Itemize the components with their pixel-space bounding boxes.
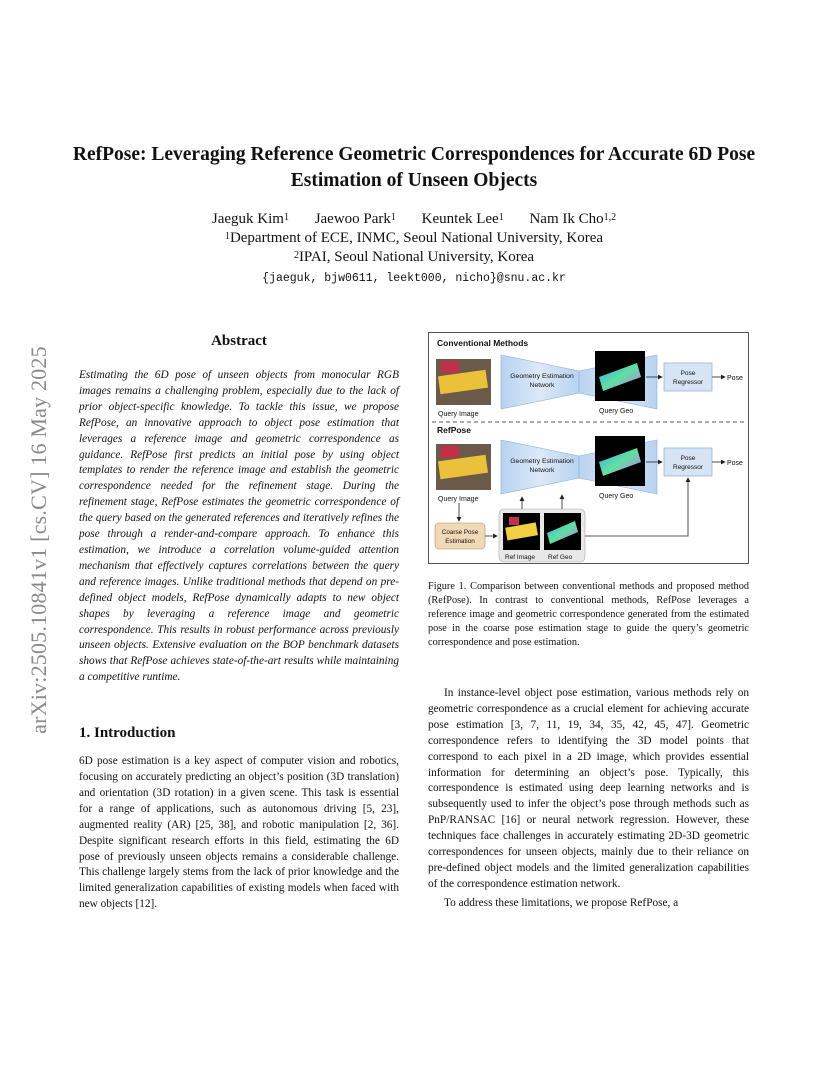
abstract-text: Estimating the 6D pose of unseen objects from monocular RGB images remains a challenging problem, especially due to the lack of prior object-specific knowledge. To tackle this issue, we propose RefPose, an innovative approach to object pose estimation that leverages a reference image and geometric correspondence as guidance. RefPose first predicts an initial pose by using object templates to render the reference image and establish the geometric correspondence needed for the refinement stage. During the refinement stage, RefPose estimates the geometric correspondence of the query based on the generated references and iteratively refines the pose through a render-and-compare approach. To enhance this estimation, we introduce a correlation volume-guided attention mechanism that effectively captures correlations between the query and reference images. Unlike traditional methods that depend on pre-defined object models, RefPose dynamically adapts to new object shapes by leveraging a reference image and geometric correspondence. This results in robust performance across previously unseen objects. Extensive evaluation on the BOP benchmark datasets shows that RefPose achieves state-of-the-art results while maintaining a competitive runtime.: [79, 369, 399, 684]
author: Jaeguk Kim$^1$: [211, 211, 289, 227]
query-image-label: Query Image: [438, 411, 479, 418]
regressor-label: Pose: [680, 370, 696, 377]
author: Nam Ik Cho$^{1,2}$: [529, 211, 617, 227]
query-image-thumb: [436, 359, 491, 405]
ref-image-thumb: [503, 513, 540, 550]
arxiv-id: arXiv:2505.10841v1 [cs.CV] 16 May 2025: [26, 346, 52, 734]
coarse-pose-box: [435, 523, 485, 549]
ref-image-label: Ref Image: [505, 554, 535, 561]
refpose-label: RefPose: [437, 425, 472, 435]
conventional-label: Conventional Methods: [437, 338, 529, 348]
figure-1-caption: Figure 1. Comparison between conventional methods and proposed method (RefPose). In contrast to conventional methods, RefPose leverages a reference image and geometric correspondence generated from the estimated pose in the coarse pose estimation stage to guide the query’s geometric correspondence and pose estimation.: [428, 581, 749, 648]
left-column: [79, 332, 399, 913]
right-column: [428, 332, 749, 912]
figure-1-diagram: [429, 333, 750, 565]
paper-title: RefPose: Leveraging Reference Geometric Correspondences for Accurate 6D Pose Estimation of Unseen Objects: [72, 144, 756, 191]
query-image-label: Query Image: [438, 496, 479, 503]
regressor-label: Regressor: [673, 464, 703, 471]
title-block: [60, 142, 768, 288]
query-geo-label: Query Geo: [599, 408, 634, 415]
query-geo-thumb: [595, 436, 645, 486]
pose-regressor-box: [664, 363, 712, 391]
query-geo-thumb: [595, 351, 645, 401]
query-geo-label: Query Geo: [599, 493, 634, 500]
section-heading-introduction: 1. Introduction: [79, 725, 176, 742]
arxiv-stamp: [20, 300, 58, 780]
intro-paragraph-1: 6D pose estimation is a key aspect of computer vision and robotics, focusing on accurately predicting an object’s position (3D translation) and orientation (3D rotation) in a given scene. This task is essential for a range of applications, such as autonomous driving [5, 23], augmented reality (AR) [25, 38], and robotic manipulation [2, 36]. Despite significant research efforts in this field, estimating the 6D pose of previously unseen objects remains a considerable challenge. This challenge largely stems from the lack of prior knowledge and the limited generalization capabilities of existing models when faced with new objects [12].: [79, 755, 399, 911]
network-label: Geometry Estimation: [510, 458, 574, 465]
pose-output-label: Pose: [727, 375, 743, 382]
pose-regressor-box: [664, 448, 712, 476]
network-label: Network: [529, 382, 555, 389]
abstract-heading: Abstract: [211, 333, 267, 349]
ref-geo-label: Ref Geo: [548, 554, 573, 561]
intro-paragraph-2: In instance-level object pose estimation, various methods rely on geometric correspondence as a crucial element for achieving accurate pose estimation [3, 7, 11, 19, 34, 35, 42, 45, 47]. Geometric correspondence refers to identifying the 3D model points that correspond to each pixel in a 2D image, which provides essential information for determining an object’s pose. Typically, this correspondence is estimated using deep learning networks and is subsequently used to infer the object’s pose through methods such as PnP/RANSAC [16] or neural network regression. However, these techniques face challenges in accurately estimating 2D-3D geometric correspondences for unseen objects, mainly due to their reliance on pre-defined object models and the limited generalization capabilities of the correspondence estimation network.: [428, 687, 749, 890]
pose-output-label: Pose: [727, 460, 743, 467]
affiliation: $^1$Department of ECE, INMC, Seoul National University, Korea: [224, 230, 604, 246]
author: Jaewoo Park$^1$: [314, 211, 396, 227]
regressor-label: Pose: [680, 455, 696, 462]
network-label: Network: [529, 467, 555, 474]
figure-1: [428, 332, 749, 564]
ref-geo-thumb: [544, 513, 581, 550]
coarse-pose-label: Coarse Pose: [441, 529, 479, 536]
regressor-label: Regressor: [673, 379, 703, 386]
author-emails: {jaeguk, bjw0611, leekt000, nicho}@snu.ac.kr: [262, 272, 566, 285]
network-label: Geometry Estimation: [510, 373, 574, 380]
query-image-thumb: [436, 444, 491, 490]
affiliation: $^2$IPAI, Seoul National University, Korea: [293, 249, 535, 265]
author-list: [60, 210, 768, 229]
author: Keuntek Lee$^1$: [421, 211, 504, 227]
coarse-pose-label: Estimation: [445, 538, 475, 545]
intro-paragraph-3: To address these limitations, we propose RefPose, a: [444, 896, 679, 909]
